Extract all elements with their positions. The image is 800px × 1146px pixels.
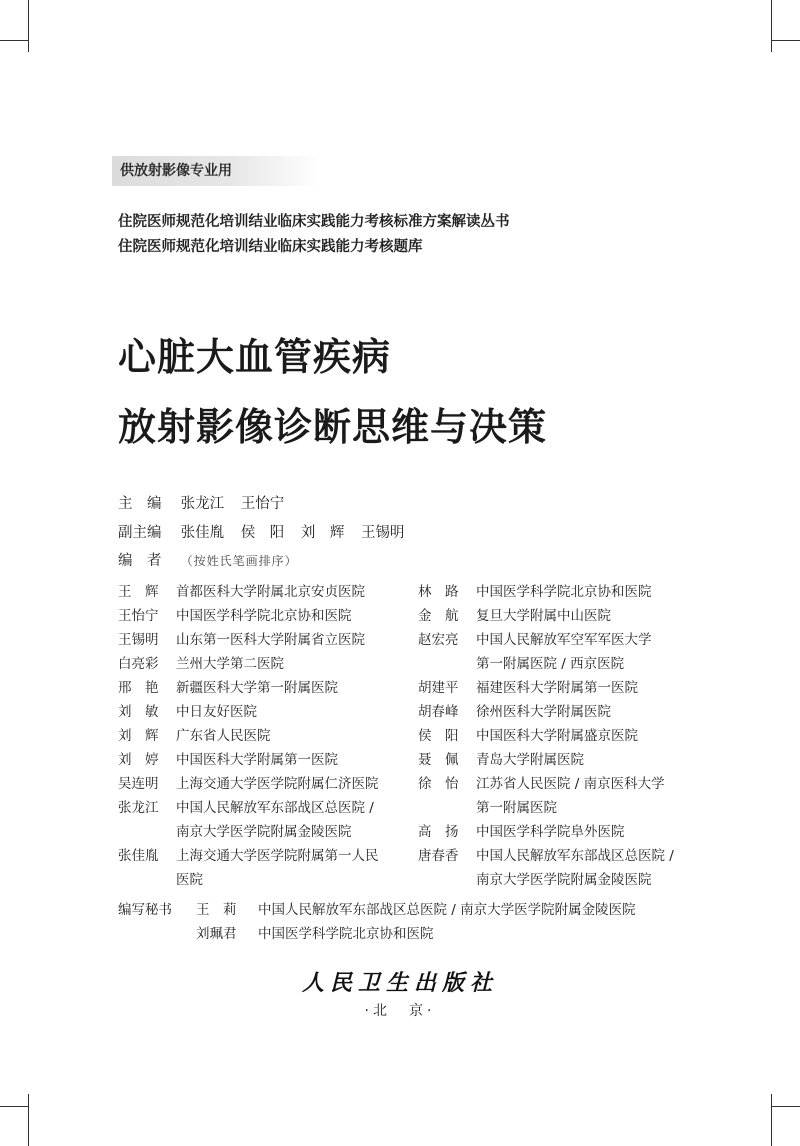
deputy-editor-row: [118, 521, 416, 542]
editor-entry: [418, 820, 674, 844]
crop-mark: [771, 0, 772, 52]
editor-name: 王锡明: [118, 632, 159, 648]
editor-affiliation: 江苏省人民医院 / 南京医科大学: [476, 776, 665, 792]
editor-entry: [118, 772, 379, 796]
editor-affiliation: 福建医科大学附属第一医院: [476, 680, 638, 696]
editor-entry: [118, 652, 379, 676]
chief-editor-name: 王怡宁: [240, 496, 285, 512]
editor-affiliation-cont: 第一附属医院 / 西京医院: [476, 656, 625, 672]
editor-entry: [118, 844, 379, 892]
editor-name: 赵宏亮: [418, 632, 459, 648]
editor-name: 吴连明: [118, 776, 159, 792]
secretaries-block: [118, 898, 636, 946]
editor-name: 聂 佩: [418, 752, 459, 768]
editor-affiliation: 中国人民解放军东部战区总医院 /: [476, 848, 674, 864]
editor-entry: [418, 676, 674, 700]
crop-mark: [28, 1094, 29, 1146]
editor-entry: [418, 580, 674, 604]
editor-affiliation-cont: 第一附属医院: [476, 800, 557, 816]
editor-name: 刘 敏: [118, 704, 159, 720]
editor-name: 王 辉: [118, 584, 159, 600]
series-subtitle: 住院医师规范化培训结业临床实践能力考核题库: [118, 239, 423, 255]
editor-name: 徐 怡: [418, 776, 459, 792]
editor-name: 林 路: [418, 584, 459, 600]
editor-affiliation: 中国医学科学院阜外医院: [476, 824, 625, 840]
editors-right-column: [418, 580, 674, 892]
editor-entry: [118, 580, 379, 604]
editor-name: 胡春峰: [418, 704, 459, 720]
editor-affiliation: 青岛大学附属医院: [476, 752, 584, 768]
chief-editor-row: [118, 492, 296, 513]
publisher-city: ·北 京·: [364, 1003, 436, 1019]
secretary-affiliation: 中国人民解放军东部战区总医院 / 南京大学医学院附属金陵医院: [258, 902, 636, 918]
editor-name: 刘 辉: [118, 728, 159, 744]
editors-label: 编 者: [118, 553, 162, 569]
crop-mark: [0, 40, 28, 41]
editor-name: 王怡宁: [118, 608, 159, 624]
editor-affiliation: 复旦大学附属中山医院: [476, 608, 611, 624]
editor-entry: [118, 700, 379, 724]
editor-affiliation: 山东第一医科大学附属省立医院: [176, 632, 365, 648]
editor-name: 张佳胤: [118, 848, 159, 864]
editor-entry: [418, 700, 674, 724]
deputy-editor-name: 王锡明: [360, 525, 405, 541]
editor-affiliation: 中国医科大学附属盛京医院: [476, 728, 638, 744]
editor-name: 侯 阳: [418, 728, 459, 744]
deputy-editor-name: 侯 阳: [240, 525, 285, 541]
book-title-line-2: 放射影像诊断思维与决策: [118, 405, 548, 449]
editor-entry: [418, 604, 674, 628]
editor-entry: [118, 604, 379, 628]
editor-entry: [418, 772, 674, 820]
editor-name: 刘 婷: [118, 752, 159, 768]
secretary-entry: [118, 922, 636, 946]
editor-affiliation: 中国人民解放军东部战区总医院 /: [176, 800, 374, 816]
crop-mark: [772, 40, 800, 41]
editors-header-row: [118, 549, 298, 570]
secretary-affiliation: 中国医学科学院北京协和医院: [258, 926, 434, 942]
secretaries-label: 编写秘书: [118, 902, 172, 918]
editor-name: 高 扬: [418, 824, 459, 840]
editor-entry: [118, 748, 379, 772]
crop-mark: [0, 1106, 28, 1107]
editor-affiliation: 兰州大学第二医院: [176, 656, 284, 672]
editor-entry: [418, 844, 674, 892]
editor-entry: [418, 724, 674, 748]
editor-entry: [118, 796, 379, 844]
editor-affiliation: 首都医科大学附属北京安贞医院: [176, 584, 365, 600]
deputy-editor-name: 张佳胤: [180, 525, 225, 541]
editor-entry: [418, 748, 674, 772]
editor-affiliation: 上海交通大学医学院附属仁济医院: [176, 776, 379, 792]
editor-affiliation: 中国医学科学院北京协和医院: [476, 584, 652, 600]
editor-affiliation: 中国医科大学附属第一医院: [176, 752, 338, 768]
secretary-name: 刘珮君: [196, 926, 237, 942]
editor-affiliation-cont: 南京大学医学院附属金陵医院: [176, 824, 352, 840]
editor-name: 金 航: [418, 608, 459, 624]
publisher-logo-text: 人民卫生出版社: [301, 970, 498, 996]
editor-affiliation: 上海交通大学医学院附属第一人民: [176, 848, 379, 864]
crop-mark: [28, 0, 29, 52]
editor-name: 邢 艳: [118, 680, 159, 696]
crop-mark: [772, 1106, 800, 1107]
editor-entry: [118, 676, 379, 700]
editor-name: 张龙江: [118, 800, 159, 816]
editor-affiliation: 徐州医科大学附属医院: [476, 704, 611, 720]
editor-affiliation: 中国医学科学院北京协和医院: [176, 608, 352, 624]
editor-entry: [118, 724, 379, 748]
deputy-editor-name: 刘 辉: [300, 525, 345, 541]
editor-affiliation-cont: 医院: [176, 872, 203, 888]
editor-affiliation: 中日友好医院: [176, 704, 257, 720]
editor-affiliation: 中国人民解放军空军军医大学: [476, 632, 652, 648]
editor-affiliation-cont: 南京大学医学院附属金陵医院: [476, 872, 652, 888]
sort-note: （按姓氏笔画排序）: [180, 554, 298, 568]
editor-affiliation: 新疆医科大学第一附属医院: [176, 680, 338, 696]
deputy-editor-label: 副主编: [118, 525, 162, 541]
editor-entry: [418, 628, 674, 676]
editors-left-column: [118, 580, 379, 892]
secretary-entry: [118, 898, 636, 922]
chief-editor-label: 主 编: [118, 496, 162, 512]
editor-affiliation: 广东省人民医院: [176, 728, 271, 744]
editor-name: 唐春香: [418, 848, 459, 864]
secretary-name: 王 莉: [196, 902, 237, 918]
editor-name: 白亮彩: [118, 656, 159, 672]
chief-editor-name: 张龙江: [180, 496, 225, 512]
series-title: 住院医师规范化培训结业临床实践能力考核标准方案解读丛书: [118, 214, 510, 230]
editor-entry: [118, 628, 379, 652]
crop-mark: [771, 1094, 772, 1146]
editor-name: 胡建平: [418, 680, 459, 696]
book-title-line-1: 心脏大血管疾病: [118, 335, 392, 379]
audience-tag: 供放射影像专业用: [112, 156, 322, 186]
